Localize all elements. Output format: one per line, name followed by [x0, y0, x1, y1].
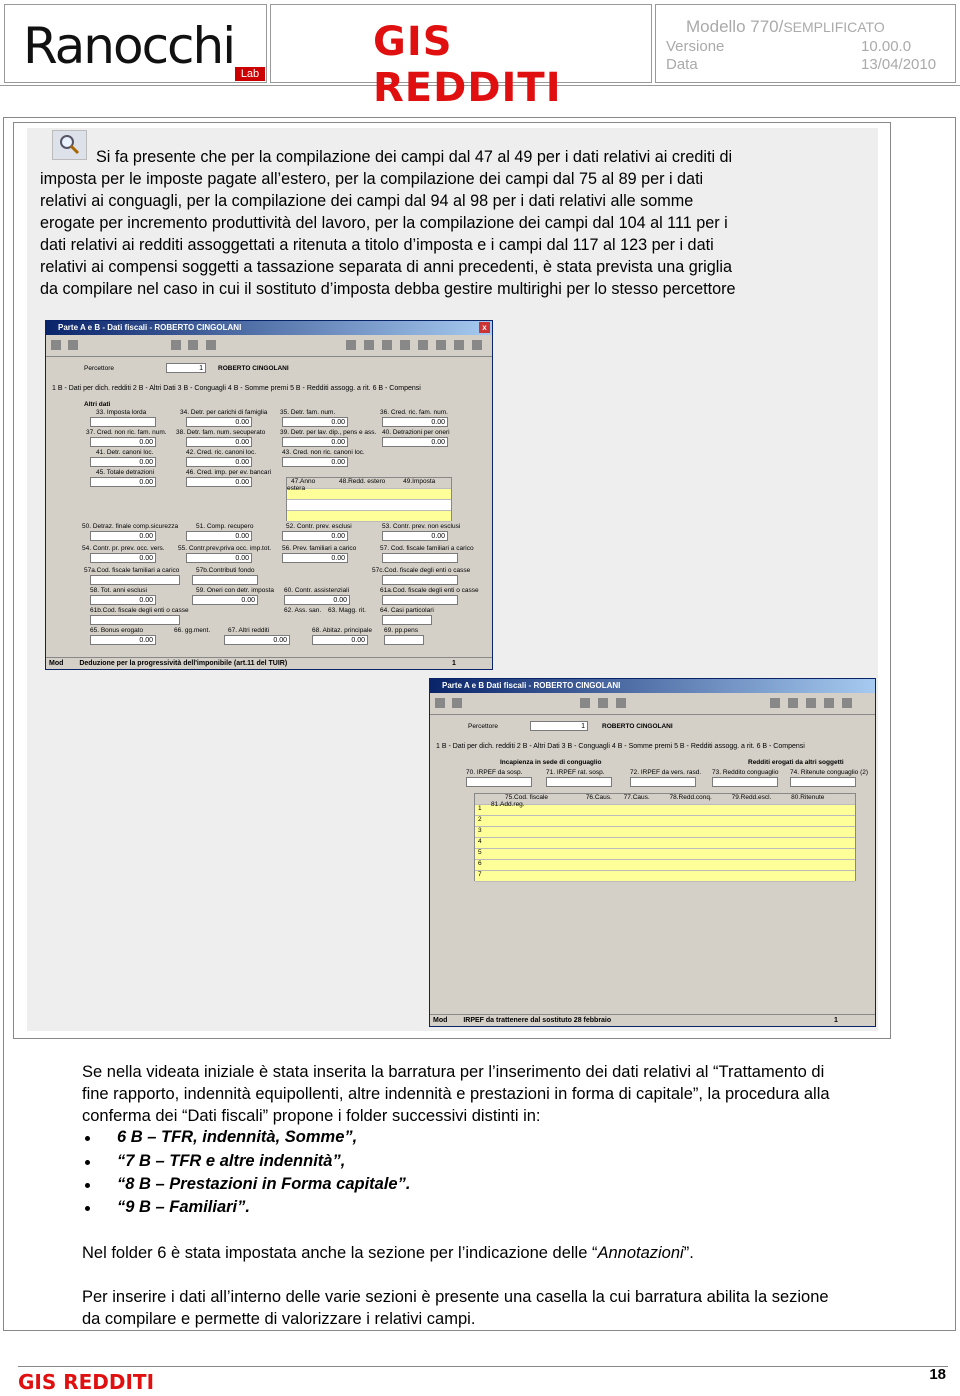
window-2-tabs[interactable]: 1 B - Dati per dich. redditi 2 B - Altri Dati 3 B - Conguagli 4 B - Somme premi 5 B - Redditi assogg. a rit. 6 B - Compensi — [436, 743, 805, 750]
field-52[interactable]: 0.00 — [282, 531, 348, 541]
field-64[interactable] — [382, 615, 432, 625]
version-value: 10.00.0 — [861, 38, 912, 55]
ranocchi-logo: Ranocchi — [23, 17, 235, 75]
field-60[interactable]: 0.00 — [284, 595, 350, 605]
field-label-35: 35. Detr. fam. num. — [280, 409, 336, 416]
percettore-number-field[interactable]: 1 — [166, 363, 206, 373]
grid-row[interactable]: 6 — [475, 860, 855, 871]
field-label-72: 72. IRPEF da vers. rasd. — [630, 769, 702, 776]
grid-header: 75.Cod. fiscale 76.Caus. 77.Caus. 78.Redd.conq. 79.Redd.escl. 80.Ritenute 81.Add.reg. — [475, 794, 855, 805]
back-icon[interactable] — [435, 698, 445, 708]
para-2: Nel folder 6 è stata impostata anche la sezione per l’indicazione delle “Annotazioni”. — [82, 1244, 694, 1262]
lab-badge: Lab — [235, 67, 265, 81]
list-icon[interactable] — [346, 340, 356, 350]
window-1-tabs[interactable]: 1 B - Dati per dich. redditi 2 B - Altri Dati 3 B - Conguagli 4 B - Somme premi 5 B - Redditi assogg. a rit. 6 B - Compensi — [52, 385, 421, 392]
field-label-69: 69. pp.pens — [384, 627, 418, 634]
field-50[interactable]: 0.00 — [90, 531, 156, 541]
search-icon[interactable] — [188, 340, 198, 350]
window-2-titlebar: Parte A e B Dati fiscali - ROBERTO CINGOLANI — [430, 679, 875, 693]
field-label-37: 37. Cred. non ric. fam. num. — [86, 429, 167, 436]
field-label-57b: 57b.Contributi fondo — [196, 567, 255, 574]
field-label-57a: 57a.Cod. fiscale familiari a carico — [84, 567, 180, 574]
dati-fiscali-window-2 — [429, 678, 876, 1027]
field-71[interactable] — [546, 777, 612, 787]
percettore-name: ROBERTO CINGOLANI — [602, 723, 673, 730]
para-1-line-1: Se nella videata iniziale è stata inserita la barratura per l’inserimento dei dati relativi al “Trattamento di — [82, 1063, 825, 1081]
ranocchi-logo-cell — [4, 4, 267, 83]
field-45[interactable]: 0.00 — [90, 477, 156, 487]
intro-line-6: relativi ai compensi soggetti a tassazione separata di anni precedenti, è stata prevista una griglia — [40, 258, 732, 276]
field-label-62: 62. Ass. san. — [284, 607, 322, 614]
magnifier-icon — [52, 130, 87, 160]
field-label-33: 33. Imposta lorda — [96, 409, 147, 416]
bullet-item: “8 B – Prestazioni in Forma capitale”. — [117, 1175, 410, 1194]
field-label-71: 71. IRPEF rat. sosp. — [546, 769, 605, 776]
search-icon[interactable] — [598, 698, 608, 708]
version-label: Versione — [666, 38, 725, 55]
close-icon[interactable]: x — [479, 322, 490, 333]
field-label-73: 73. Reddito conguaglio — [712, 769, 779, 776]
undo-icon[interactable] — [806, 698, 816, 708]
field-56[interactable]: 0.00 — [282, 553, 348, 563]
percettore-label: Percettore — [84, 365, 114, 372]
status-mode: Mod — [49, 660, 64, 667]
grid-header: 47.Anno 48.Redd. estero 49.Imposta estera — [287, 478, 451, 489]
grid-row[interactable]: 5 — [475, 849, 855, 860]
binoculars-icon[interactable] — [171, 340, 181, 350]
calc-icon[interactable] — [824, 698, 834, 708]
field-label-55: 55. Contr.prev.priva occ. imp.tot. — [178, 545, 272, 552]
field-label-65: 65. Bonus erogato — [90, 627, 144, 634]
field-label-61b: 61b.Cod. fiscale degli enti o casse — [90, 607, 189, 614]
field-43[interactable]: 0.00 — [282, 457, 348, 467]
bullet-item: “9 B – Familiari”. — [117, 1198, 250, 1217]
field-label-34: 34. Detr. per carichi di famiglia — [180, 409, 268, 416]
bullet-item: 6 B – TFR, indennità, Somme”, — [117, 1128, 357, 1147]
field-label-59: 59. Oneri con detr. imposta — [196, 587, 275, 594]
grid-row[interactable]: 4 — [475, 838, 855, 849]
field-label-68: 68. Abitaz. principale — [312, 627, 372, 634]
field-label-51: 51. Comp. recupero — [196, 523, 254, 530]
grid-row[interactable]: 3 — [475, 827, 855, 838]
print-icon[interactable] — [364, 340, 374, 350]
field-51[interactable]: 0.00 — [186, 531, 252, 541]
bullet-dot-icon — [85, 1206, 90, 1211]
status-mode: Mod — [433, 1017, 448, 1024]
exit-icon[interactable] — [68, 340, 78, 350]
back-icon[interactable] — [51, 340, 61, 350]
field-label-41: 41. Detr. canoni loc. — [96, 449, 154, 456]
field-label-66: 66. gg.ment. — [174, 627, 211, 634]
intro-line-7: da compilare nel caso in cui il sostituto d’imposta debba gestire multirighi per lo stesso percettore — [40, 280, 736, 298]
para-1-line-2: fine rapporto, indennità equipollenti, altre indennità e prestazioni in forma di capitale”, la procedura alla — [82, 1085, 830, 1103]
field-67[interactable]: 0.00 — [224, 635, 290, 645]
field-label-43: 43. Cred. non ric. canoni loc. — [282, 449, 365, 456]
field-55[interactable]: 0.00 — [186, 553, 252, 563]
bullet-dot-icon — [85, 1183, 90, 1188]
list-icon[interactable] — [770, 698, 780, 708]
gis-logo-cell — [270, 4, 652, 111]
grid-row[interactable]: 2 — [475, 816, 855, 827]
field-39[interactable]: 0.00 — [282, 437, 348, 447]
field-34[interactable]: 0.00 — [186, 417, 252, 427]
percettore-label: Percettore — [468, 723, 498, 730]
intro-line-3: relativi ai conguagli, per la compilazione dei campi dal 94 al 98 per i dati relativi alle somme — [40, 192, 694, 210]
field-35[interactable]: 0.00 — [282, 417, 348, 427]
field-54[interactable]: 0.00 — [90, 553, 156, 563]
crediti-estero-grid[interactable] — [286, 477, 452, 521]
field-label-57c: 57c.Cod. fiscale degli enti o casse — [372, 567, 471, 574]
intro-line-5: dati relativi ai redditi assoggettati a ritenuta a titolo d’imposta e i campi dal 117 al 123 per i dati — [40, 236, 714, 254]
field-label-60: 60. Contr. assistenziali — [284, 587, 350, 594]
field-58[interactable]: 0.00 — [90, 595, 156, 605]
field-label-38: 38. Detr. fam. num. secuperato — [176, 429, 266, 436]
conguagli-grid[interactable] — [474, 793, 856, 881]
field-38[interactable]: 0.00 — [186, 437, 252, 447]
field-40[interactable]: 0.00 — [382, 437, 448, 447]
field-61b[interactable] — [90, 615, 180, 625]
field-label-42: 42. Cred. ric. canoni loc. — [186, 449, 257, 456]
field-59[interactable]: 0.00 — [192, 595, 258, 605]
footer-gis-logo: GIS REDDITI — [18, 1370, 155, 1394]
delete-icon[interactable] — [206, 340, 216, 350]
field-label-56: 56. Prev. familiari a carico — [282, 545, 357, 552]
calc-icon[interactable] — [436, 340, 446, 350]
field-68[interactable]: 0.00 — [312, 635, 368, 645]
status-number: 1 — [452, 660, 456, 667]
intro-line-1: Si fa presente che per la compilazione dei campi dal 47 al 49 per i dati relativi ai crediti di — [96, 148, 733, 166]
field-53[interactable]: 0.00 — [382, 531, 448, 541]
percettore-number-field[interactable]: 1 — [530, 721, 588, 731]
redditi-altri-section: Redditi erogati da altri soggetti — [748, 759, 844, 766]
model-title: Modello 770/SEMPLIFICATO — [686, 17, 885, 36]
field-57b[interactable] — [192, 575, 258, 585]
footer-divider — [18, 1366, 948, 1367]
field-37[interactable]: 0.00 — [90, 437, 156, 447]
status-text: Deduzione per la progressività dell'imponibile (art.11 del TUIR) — [79, 660, 288, 667]
page-number: 18 — [929, 1366, 946, 1383]
field-46[interactable]: 0.00 — [186, 477, 252, 487]
field-label-70: 70. IRPEF da sosp. — [466, 769, 523, 776]
field-label-61a: 61a.Cod. fiscale degli enti o casse — [380, 587, 479, 594]
field-label-45: 45. Totale detrazioni — [96, 469, 155, 476]
field-label-74: 74. Ritenute conguaglio (2) — [790, 769, 869, 776]
document-info-cell — [655, 4, 956, 83]
save-icon[interactable] — [400, 340, 410, 350]
delete-icon[interactable] — [616, 698, 626, 708]
field-33[interactable] — [90, 417, 156, 427]
percettore-name: ROBERTO CINGOLANI — [218, 365, 289, 372]
undo-icon[interactable] — [418, 340, 428, 350]
bullet-item: “7 B – TFR e altre indennità”, — [117, 1152, 345, 1171]
grid-row[interactable] — [287, 500, 451, 511]
grid-row[interactable]: 1 — [475, 805, 855, 816]
field-label-67: 67. Altri redditi — [228, 627, 270, 634]
field-42[interactable]: 0.00 — [186, 457, 252, 467]
edit-icon[interactable] — [454, 340, 464, 350]
field-label-58: 58. Tot. anni esclusi — [90, 587, 147, 594]
grid-row[interactable]: 7 — [475, 871, 855, 882]
window-1-statusbar — [46, 657, 492, 669]
field-label-39: 39. Detr. per lav. dip., pens e ass. — [280, 429, 377, 436]
page-header — [0, 0, 960, 111]
field-label-54: 54. Contr. pr. prev. occ. vers. — [82, 545, 165, 552]
binoculars-icon[interactable] — [580, 698, 590, 708]
copy-icon[interactable] — [382, 340, 392, 350]
field-label-50: 50. Detraz. finale comp.sicurezza — [82, 523, 179, 530]
field-72[interactable] — [630, 777, 696, 787]
window-1-titlebar: Parte A e B - Dati fiscali - ROBERTO CINGOLANI x — [46, 321, 492, 335]
altri-dati-section: Altri dati — [84, 401, 111, 408]
field-41[interactable]: 0.00 — [90, 457, 156, 467]
field-label-52: 52. Contr. prev. esclusi — [286, 523, 352, 530]
gis-redditi-logo: GIS REDDITI — [373, 19, 562, 111]
window-2-statusbar — [430, 1014, 875, 1026]
save-icon[interactable] — [788, 698, 798, 708]
para-1-line-3: conferma dei “Dati fiscali” propone i folder successivi distinti in: — [82, 1107, 541, 1125]
field-36[interactable]: 0.00 — [382, 417, 448, 427]
field-label-64: 64. Casi particolari — [380, 607, 434, 614]
field-label-53: 53. Contr. prev. non esclusi — [382, 523, 461, 530]
intro-line-2: imposta per le imposte pagate all’estero, per la compilazione dei campi dal 75 al 89 per i dati — [40, 170, 704, 188]
grid-row[interactable] — [287, 511, 451, 522]
window-2-toolbar — [430, 693, 875, 715]
bullet-dot-icon — [85, 1160, 90, 1165]
field-57a[interactable] — [90, 575, 180, 585]
window-1-toolbar — [46, 335, 492, 357]
field-label-40: 40. Detrazioni per oneri — [382, 429, 450, 436]
field-65[interactable]: 0.00 — [90, 635, 156, 645]
field-label-63: 63. Magg. rit. — [328, 607, 366, 614]
intro-line-4: erogate per incremento produttività del lavoro, per la compilazione dei campi dal 104 al 111 per i — [40, 214, 728, 232]
field-73[interactable] — [712, 777, 778, 787]
field-57c[interactable] — [382, 575, 458, 585]
field-69[interactable] — [384, 635, 424, 645]
field-57[interactable] — [382, 553, 458, 563]
para-3-line-2: da compilare e permette di valorizzare i relativi campi. — [82, 1310, 476, 1328]
field-label-46: 46. Cred. imp. per ev. bancari — [186, 469, 272, 476]
status-number: 1 — [834, 1017, 838, 1024]
field-70[interactable] — [466, 777, 532, 787]
field-label-57: 57. Cod. fiscale familiari a carico — [380, 545, 474, 552]
status-text: IRPEF da trattenere dal sostituto 28 febbraio — [463, 1017, 612, 1024]
dati-fiscali-window-1 — [45, 320, 493, 670]
incapienza-section: Incapienza in sede di conguaglio — [500, 759, 602, 766]
field-label-36: 36. Cred. ric. fam. num. — [380, 409, 448, 416]
help-icon[interactable] — [842, 698, 852, 708]
field-74[interactable] — [790, 777, 856, 787]
exit-icon[interactable] — [452, 698, 462, 708]
date-value: 13/04/2010 — [861, 56, 937, 73]
help-icon[interactable] — [472, 340, 482, 350]
para-3-line-1: Per inserire i dati all’interno delle varie sezioni è presente una casella la cui barratura abilita la sezione — [82, 1288, 829, 1306]
grid-row[interactable] — [287, 489, 451, 500]
bullet-dot-icon — [85, 1136, 90, 1141]
page-footer — [0, 1356, 960, 1396]
field-61a[interactable] — [382, 595, 458, 605]
date-label: Data — [666, 56, 698, 73]
